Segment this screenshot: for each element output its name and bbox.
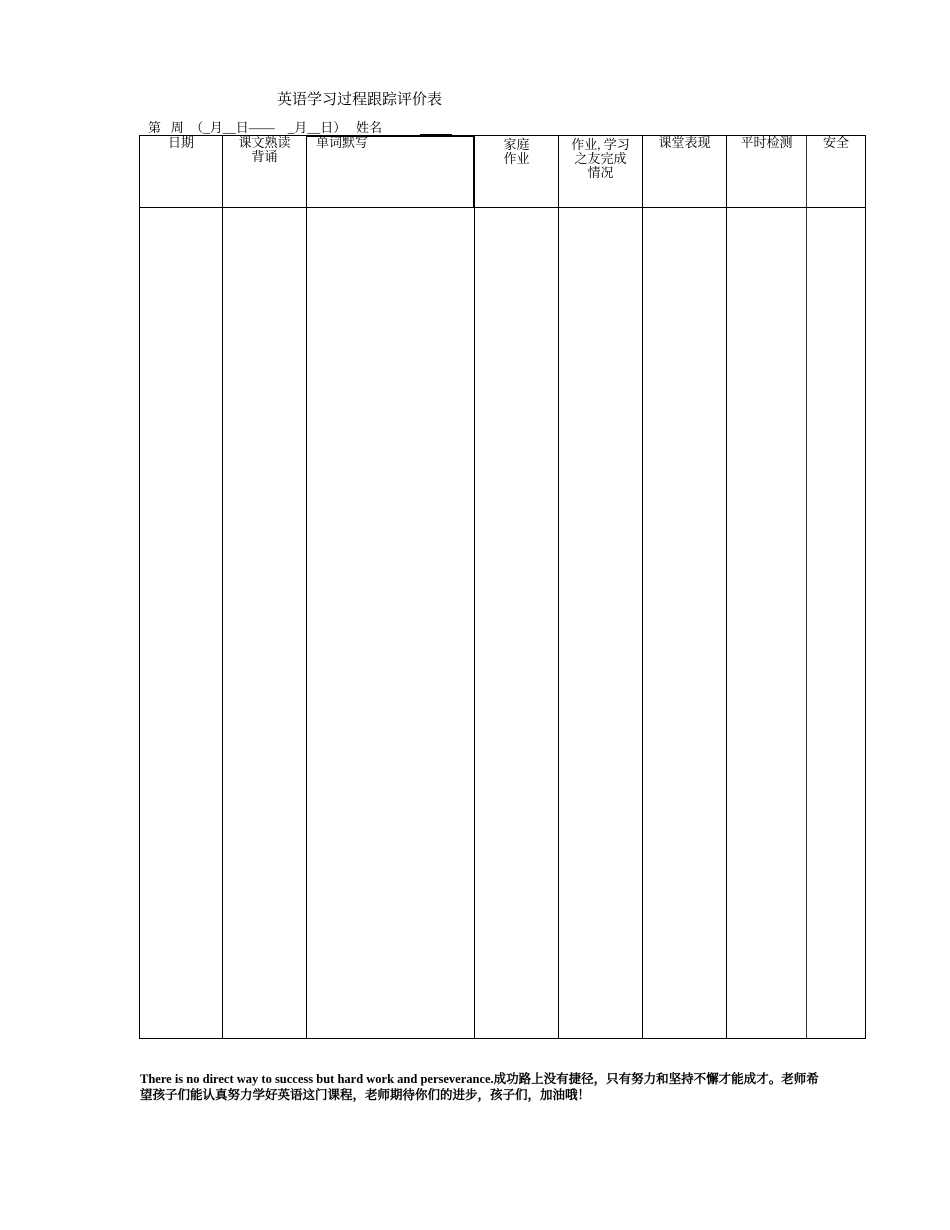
evaluation-table: [139, 135, 866, 1039]
page-title: 英语学习过程跟踪评价表: [277, 92, 443, 108]
column-divider: [306, 136, 307, 1038]
header-safety: 安全: [822, 135, 849, 150]
header-text-reading: 课文熟读 背诵: [238, 135, 291, 164]
column-divider: [558, 136, 559, 1038]
column-divider: [806, 136, 807, 1038]
header-word-dictation: 单词默写: [316, 135, 369, 150]
header-homework: 家庭 作业: [503, 137, 530, 166]
header-study-friend: 作业, 学习 之友完成 情况: [571, 137, 630, 180]
header-divider: [140, 207, 865, 208]
week-date-name-line: 第 周 （_月__日—— _月__日） 姓名: [148, 120, 383, 135]
header-quiz: 平时检测: [740, 135, 793, 150]
column-divider: [642, 136, 643, 1038]
column-divider: [726, 136, 727, 1038]
footer-motto: There is no direct way to success but hard work and perseverance.成功路上没有捷径，只有努力和坚持不懈才能成才。老师希望孩子们能认真努力学好英语这门课程，老师期待你们的进步，孩子们，加油哦！: [140, 1072, 819, 1102]
column-divider: [474, 136, 475, 1038]
column-divider: [222, 136, 223, 1038]
header-classroom: 课堂表现: [658, 135, 711, 150]
header-date: 日期: [167, 135, 194, 150]
